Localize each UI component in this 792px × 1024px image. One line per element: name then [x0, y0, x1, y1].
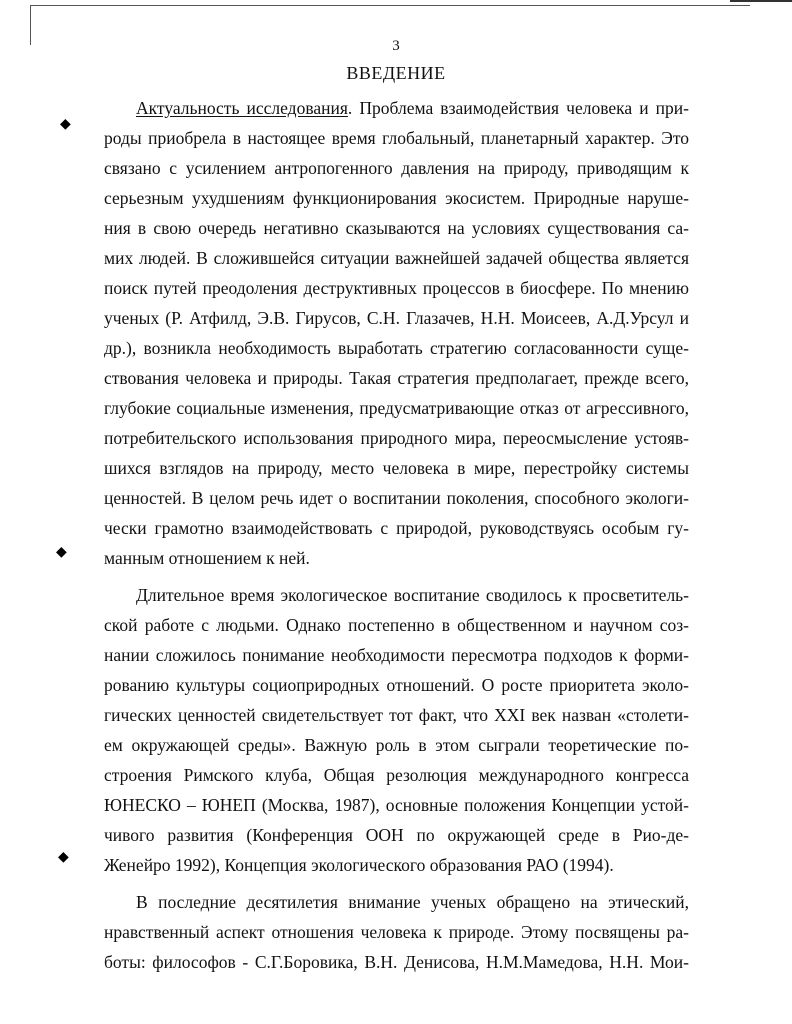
paragraph-line: Актуальность исследования. Проблема взаимодействия человека и при-	[136, 98, 689, 118]
paragraph-line: строения Римского клуба, Общая резолюция международного конгресса	[104, 765, 689, 785]
margin-mark-icon: ◆	[58, 850, 69, 865]
paragraph-relevance	[104, 93, 689, 573]
paragraph-line: рованию культуры социоприродных отношений. О росте приоритета эколо-	[104, 675, 689, 695]
paragraph-line: нании сложилось понимание необходимости пересмотра подходов к форми-	[104, 645, 689, 665]
document-body	[104, 93, 689, 977]
paragraph-line: Женейро 1992), Концепция экологического образования РАО (1994).	[104, 855, 614, 875]
paragraph-line: др.), возникла необходимость выработать стратегию согласованности суще-	[104, 338, 689, 358]
margin-mark-icon: ◆	[56, 545, 67, 560]
paragraph-line: В последние десятилетия внимание ученых обращено на этический,	[136, 892, 689, 912]
paragraph-line: ем окружающей среды». Важную роль в этом сыграли теоретические по-	[104, 735, 689, 755]
paragraph-line: боты: философов - С.Г.Боровика, В.Н. Денисова, Н.М.Мамедова, Н.Н. Мои-	[104, 952, 689, 972]
margin-mark-icon: ◆	[60, 117, 71, 132]
page-number: 3	[392, 38, 400, 54]
paragraph-line: ской работе с людьми. Однако постепенно в общественном и научном соз-	[104, 615, 689, 635]
paragraph-line: нравственный аспект отношения человека к природе. Этому посвящены ра-	[104, 922, 689, 942]
paragraph-line: чески грамотно взаимодействовать с природой, руководствуясь особым гу-	[104, 518, 689, 538]
paragraph-line: чивого развития (Конференция ООН по окружающей среде в Рио-де-	[104, 825, 689, 845]
paragraph-line: ученых (Р. Атфилд, Э.В. Гирусов, С.Н. Глазачев, Н.Н. Моисеев, А.Д.Урсул и	[104, 308, 689, 328]
paragraph-line: ЮНЕСКО – ЮНЕП (Москва, 1987), основные положения Концепции устой-	[104, 795, 689, 815]
paragraph-line: роды приобрела в настоящее время глобальный, планетарный характер. Это	[104, 128, 689, 148]
paragraph-line: Длительное время экологическое воспитание сводилось к просветитель-	[136, 585, 689, 605]
page-title: ВВЕДЕНИЕ	[346, 63, 446, 83]
section-heading: Актуальность исследования	[136, 98, 348, 118]
paragraph-line: ценностей. В целом речь идет о воспитании поколения, способного экологи-	[104, 488, 689, 508]
paragraph-line: серьезным ухудшениям функционирования экосистем. Природные наруше-	[104, 188, 689, 208]
scan-edge-top-right	[730, 0, 792, 2]
paragraph-line: потребительского использования природного мира, переосмысление устояв-	[104, 428, 689, 448]
paragraph-ethical-aspect	[104, 887, 689, 977]
paragraph-line: манным отношением к ней.	[104, 548, 310, 568]
paragraph-line: ствования человека и природы. Такая стратегия предполагает, прежде всего,	[104, 368, 689, 388]
paragraph-ecological-education	[104, 580, 689, 880]
paragraph-line: шихся взглядов на природу, место человека в мире, перестройку системы	[104, 458, 689, 478]
paragraph-line: гических ценностей свидетельствует тот факт, что XXI век назван «столети-	[104, 705, 689, 725]
scan-edge-top	[30, 5, 750, 6]
paragraph-line: связано с усилением антропогенного давления на природу, приводящим к	[104, 158, 689, 178]
paragraph-line: поиск путей преодоления деструктивных процессов в биосфере. По мнению	[104, 278, 689, 298]
paragraph-line: мих людей. В сложившейся ситуации важнейшей задачей общества является	[104, 248, 689, 268]
paragraph-line: ния в свою очередь негативно сказываются на условиях существования са-	[104, 218, 689, 238]
paragraph-line: глубокие социальные изменения, предусматривающие отказ от агрессивного,	[104, 398, 689, 418]
